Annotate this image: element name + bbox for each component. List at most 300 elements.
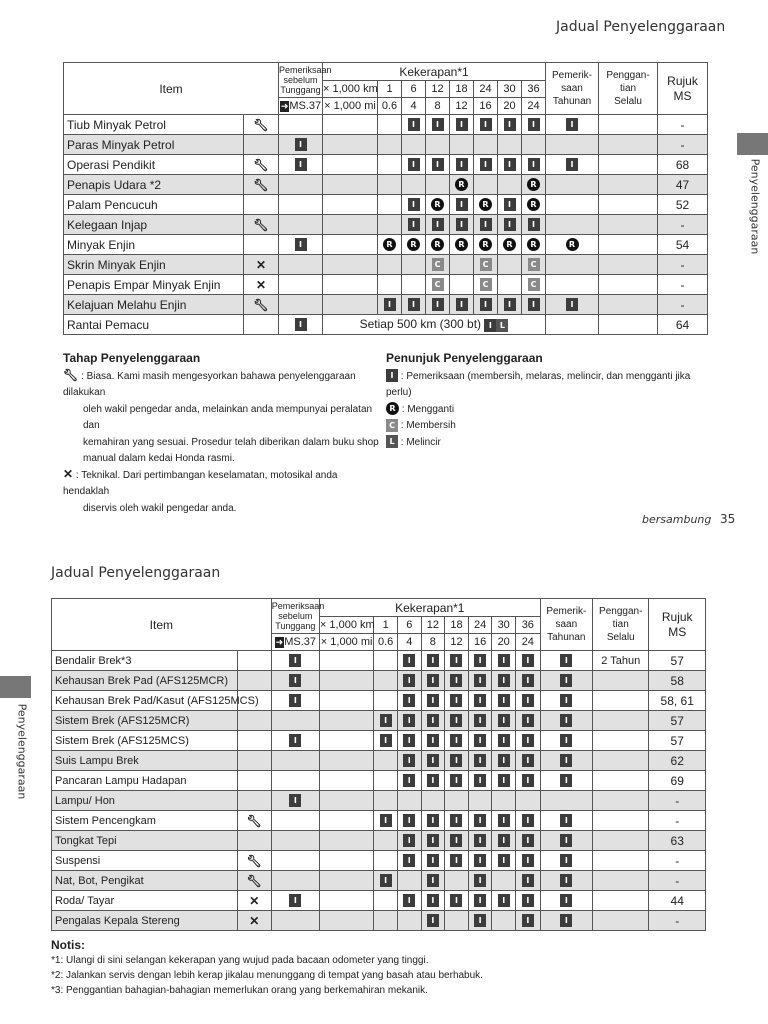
km-value: 1 — [374, 617, 398, 634]
col-pre-ride: Pemeriksaan sebelum Tunggang — [279, 63, 323, 98]
pre-ride-cell — [271, 751, 319, 771]
freq-cell — [421, 691, 445, 711]
inspect-icon: I — [427, 834, 439, 847]
table-row — [64, 155, 708, 175]
annual-cell — [546, 275, 599, 295]
freq-cell — [397, 671, 421, 691]
freq-cell — [374, 671, 398, 691]
ms-cell: - — [658, 295, 708, 315]
item-name: Palam Pencucuh — [64, 195, 244, 215]
ms-cell: 54 — [658, 235, 708, 255]
inspect-icon: I — [522, 894, 534, 907]
replace-cell — [599, 255, 658, 275]
inspect-icon: I — [528, 218, 540, 231]
notes-title: Notis: — [51, 938, 85, 952]
freq-cell — [522, 155, 546, 175]
freq-cell — [516, 731, 541, 751]
ms-cell: - — [658, 215, 708, 235]
freq-cell — [498, 235, 522, 255]
inspect-icon: I — [408, 298, 420, 311]
inspect-icon: I — [403, 834, 415, 847]
inspect-icon: I — [480, 118, 492, 131]
inspect-icon: I — [522, 694, 534, 707]
freq-cell — [397, 751, 421, 771]
inspect-icon: I — [295, 318, 307, 331]
tool-cell — [237, 831, 271, 851]
freq-cell — [516, 811, 541, 831]
ms-cell: - — [658, 135, 708, 155]
freq-cell — [378, 275, 402, 295]
annual-cell — [546, 195, 599, 215]
freq-cell — [516, 911, 541, 931]
replace-cell — [599, 215, 658, 235]
freq-cell — [378, 135, 402, 155]
inspect-icon: I — [474, 894, 486, 907]
replace-cell — [599, 195, 658, 215]
freq-cell — [378, 195, 402, 215]
inspect-icon: I — [403, 814, 415, 827]
item-name: Minyak Enjin — [64, 235, 244, 255]
freq-cell — [397, 691, 421, 711]
freq-cell — [522, 195, 546, 215]
crossed-tools-icon: ✕ — [255, 257, 267, 272]
wrench-icon: 🔧︎ — [246, 853, 262, 868]
maintenance-level-legend — [63, 350, 383, 517]
freq-cell — [468, 911, 492, 931]
inspect-icon: I — [403, 854, 415, 867]
ms-cell: 64 — [658, 315, 708, 335]
pre-ride-cell — [271, 891, 319, 911]
pre-ride-cell — [279, 115, 323, 135]
inspect-icon: I — [474, 674, 486, 687]
annual-cell — [540, 751, 592, 771]
replace-cell — [593, 671, 649, 691]
inspect-icon: I — [560, 834, 572, 847]
col-replace: Penggan- tian Selalu — [593, 599, 649, 651]
ms-ref: ➜MS.37 — [271, 634, 319, 651]
legend-text: : Teknikal. Dari pertimbangan keselamatan, motosikal anda hendaklah — [63, 469, 338, 497]
inspect-icon: I — [408, 218, 420, 231]
annual-cell — [546, 175, 599, 195]
item-name: Kehausan Brek Pad (AFS125MCR) — [52, 671, 238, 691]
clean-icon: C — [432, 278, 444, 291]
freq-cell — [522, 115, 546, 135]
freq-cell — [378, 255, 402, 275]
inspect-icon: I — [522, 814, 534, 827]
ms-cell: 58 — [649, 671, 706, 691]
table-row — [52, 711, 706, 731]
pre-ride-cell — [279, 175, 323, 195]
freq-cell — [374, 911, 398, 931]
replace-icon: R — [479, 198, 492, 211]
note-1: *1: Ulangi di sini selangan kekerapan yang wujud pada bacaan odometer yang tinggi. — [51, 955, 429, 966]
freq-cell — [402, 235, 426, 255]
table-row — [52, 691, 706, 711]
tool-cell — [237, 871, 271, 891]
continued-label: bersambung — [642, 513, 712, 526]
freq-cell — [421, 751, 445, 771]
mi-value: 20 — [492, 634, 516, 651]
freq-cell — [402, 115, 426, 135]
inspect-icon: I — [427, 894, 439, 907]
inspect-icon: I — [380, 734, 392, 747]
inspect-icon: I — [480, 158, 492, 171]
freq-cell — [468, 891, 492, 911]
tool-cell — [244, 195, 279, 215]
section-label: Penyelenggaraan — [15, 703, 29, 800]
legend-text: oleh wakil pengedar anda, melainkan anda mempunyai peralatan dan — [83, 403, 373, 431]
freq-cell — [426, 135, 450, 155]
mi-value: 16 — [474, 98, 498, 115]
inspect-icon: I — [522, 754, 534, 767]
replace-cell — [599, 275, 658, 295]
annual-cell — [540, 651, 592, 671]
ms-cell: 44 — [649, 891, 706, 911]
freq-cell — [426, 235, 450, 255]
inspect-icon: I — [522, 714, 534, 727]
tool-cell — [237, 771, 271, 791]
blank-cell — [319, 691, 373, 711]
tool-cell — [244, 155, 279, 175]
freq-cell — [516, 831, 541, 851]
freq-cell — [498, 115, 522, 135]
item-name: Kelegaan Injap — [64, 215, 244, 235]
note-2: *2: Jalankan servis dengan lebih kerap jikalau menunggang di tempat yang basah atau berhabuk. — [51, 970, 483, 981]
freq-cell — [492, 691, 516, 711]
pre-ride-cell — [271, 731, 319, 751]
inspect-icon: I — [498, 854, 510, 867]
table-row — [64, 315, 708, 335]
km-value: 24 — [468, 617, 492, 634]
km-value: 6 — [397, 617, 421, 634]
inspect-icon: I — [403, 774, 415, 787]
replace-cell — [593, 811, 649, 831]
inspect-icon: I — [427, 734, 439, 747]
freq-cell — [492, 851, 516, 871]
inspect-icon: I — [295, 238, 307, 251]
blank-cell — [319, 771, 373, 791]
note-3: *3: Penggantian bahagian-bahagian memerlukan orang yang berkemahiran mekanik. — [51, 985, 428, 996]
inspect-icon: I — [450, 834, 462, 847]
inspect-icon: I — [560, 714, 572, 727]
pre-ride-cell — [271, 851, 319, 871]
pre-ride-cell — [271, 811, 319, 831]
inspect-icon: I — [522, 774, 534, 787]
km-label: × 1,000 km — [323, 81, 378, 98]
replace-cell — [599, 295, 658, 315]
inspect-icon: I — [432, 298, 444, 311]
inspect-icon: I — [427, 914, 439, 927]
freq-cell — [397, 811, 421, 831]
item-name: Sistem Pencengkam — [52, 811, 238, 831]
freq-cell — [474, 135, 498, 155]
tool-cell — [244, 235, 279, 255]
freq-cell — [474, 295, 498, 315]
freq-cell — [468, 691, 492, 711]
blank-cell — [323, 115, 378, 135]
freq-cell — [374, 811, 398, 831]
freq-cell — [445, 651, 469, 671]
inspect-icon: I — [432, 118, 444, 131]
pre-ride-cell — [279, 255, 323, 275]
freq-cell — [421, 791, 445, 811]
freq-cell — [421, 771, 445, 791]
freq-cell — [397, 851, 421, 871]
freq-cell — [421, 671, 445, 691]
freq-cell — [516, 711, 541, 731]
pre-ride-cell — [271, 671, 319, 691]
freq-cell — [397, 731, 421, 751]
inspect-icon: I — [560, 814, 572, 827]
mi-value: 12 — [450, 98, 474, 115]
km-value: 36 — [516, 617, 541, 634]
ms-cell: 58, 61 — [649, 691, 706, 711]
table-row — [52, 731, 706, 751]
inspect-icon: I — [474, 854, 486, 867]
freq-cell — [468, 831, 492, 851]
annual-cell — [540, 911, 592, 931]
freq-cell — [374, 791, 398, 811]
freq-cell — [498, 195, 522, 215]
freq-cell — [374, 711, 398, 731]
col-item: Item — [52, 599, 272, 651]
legend-title: Penunjuk Penyelenggaraan — [386, 351, 543, 365]
legend-text: : Mengganti — [401, 403, 455, 415]
notes — [51, 938, 751, 998]
freq-cell — [402, 255, 426, 275]
mi-value: 0.6 — [374, 634, 398, 651]
inspect-icon: I — [498, 694, 510, 707]
freq-cell — [492, 711, 516, 731]
inspect-icon: I — [498, 814, 510, 827]
inspect-icon: I — [456, 298, 468, 311]
annual-cell — [540, 791, 592, 811]
inspect-icon: I — [427, 654, 439, 667]
inspect-icon: I — [427, 814, 439, 827]
replace-icon: R — [479, 238, 492, 251]
mi-value: 12 — [445, 634, 469, 651]
freq-cell — [426, 115, 450, 135]
replace-icon: R — [527, 178, 540, 191]
annual-cell — [540, 671, 592, 691]
freq-cell — [402, 155, 426, 175]
km-value: 24 — [474, 81, 498, 98]
inspect-icon: I — [522, 914, 534, 927]
inspect-icon: I — [474, 774, 486, 787]
inspect-icon: I — [528, 298, 540, 311]
freq-cell — [492, 891, 516, 911]
inspect-icon: I — [384, 298, 396, 311]
tool-cell — [244, 255, 279, 275]
pre-ride-cell — [279, 235, 323, 255]
ms-cell: 63 — [649, 831, 706, 851]
blank-cell — [319, 791, 373, 811]
section-label: Penyelenggaraan — [748, 158, 762, 255]
freq-cell — [492, 911, 516, 931]
ms-cell: 69 — [649, 771, 706, 791]
freq-cell — [468, 811, 492, 831]
freq-cell — [516, 751, 541, 771]
freq-cell — [516, 691, 541, 711]
item-name: Sistem Brek (AFS125MCS) — [52, 731, 238, 751]
pre-ride-cell — [279, 155, 323, 175]
freq-cell — [402, 135, 426, 155]
replace-cell — [593, 891, 649, 911]
inspect-icon: I — [474, 754, 486, 767]
freq-cell — [516, 891, 541, 911]
freq-cell — [522, 175, 546, 195]
freq-cell — [445, 671, 469, 691]
legend-text: kemahiran yang sesuai. Prosedur telah diberikan dalam buku shop — [83, 436, 379, 448]
item-name: Tiub Minyak Petrol — [64, 115, 244, 135]
replace-cell — [599, 155, 658, 175]
lubricate-icon: L — [386, 435, 398, 448]
freq-cell — [426, 255, 450, 275]
mi-value: 8 — [421, 634, 445, 651]
col-frequency: Kekerapan*1 — [319, 599, 540, 617]
freq-cell — [474, 155, 498, 175]
freq-cell — [492, 871, 516, 891]
freq-cell — [402, 295, 426, 315]
blank-cell — [323, 275, 378, 295]
inspect-icon: I — [289, 694, 301, 707]
item-name: Sistem Brek (AFS125MCR) — [52, 711, 238, 731]
km-value: 1 — [378, 81, 402, 98]
freq-cell — [374, 851, 398, 871]
pre-ride-cell — [279, 315, 323, 335]
ms-cell: - — [649, 911, 706, 931]
freq-cell — [397, 891, 421, 911]
replace-cell — [593, 791, 649, 811]
inspect-icon: I — [498, 894, 510, 907]
inspect-icon: I — [498, 734, 510, 747]
freq-cell — [492, 671, 516, 691]
tool-cell — [237, 711, 271, 731]
freq-cell — [421, 811, 445, 831]
table-row — [52, 671, 706, 691]
inspect-icon: I — [522, 734, 534, 747]
inspect-icon: I — [427, 674, 439, 687]
pre-ride-cell — [279, 275, 323, 295]
annual-cell — [540, 711, 592, 731]
col-ms: Rujuk MS — [658, 63, 708, 115]
inspect-icon: I — [566, 158, 578, 171]
pre-ride-cell — [271, 651, 319, 671]
item-name: Penapis Udara *2 — [64, 175, 244, 195]
ms-cell: 57 — [649, 731, 706, 751]
inspect-icon: I — [522, 834, 534, 847]
replace-icon: R — [386, 402, 399, 415]
mi-value: 4 — [397, 634, 421, 651]
inspect-icon: I — [560, 734, 572, 747]
table-row — [52, 771, 706, 791]
inspect-icon: I — [450, 814, 462, 827]
freq-cell — [450, 115, 474, 135]
replace-cell — [599, 175, 658, 195]
blank-cell — [323, 135, 378, 155]
freq-cell — [516, 771, 541, 791]
km-value: 18 — [450, 81, 474, 98]
km-value: 18 — [445, 617, 469, 634]
replace-icon: R — [503, 238, 516, 251]
annual-cell — [540, 831, 592, 851]
inspect-icon: I — [566, 298, 578, 311]
legend-text: diservis oleh wakil pengedar anda. — [83, 502, 237, 514]
inspect-icon: I — [456, 158, 468, 171]
km-value: 12 — [421, 617, 445, 634]
freq-cell — [498, 155, 522, 175]
legend-title: Tahap Penyelenggaraan — [63, 351, 201, 365]
inspect-icon: I — [560, 854, 572, 867]
table-row — [64, 115, 708, 135]
pre-ride-cell — [279, 215, 323, 235]
col-replace: Penggan- tian Selalu — [599, 63, 658, 115]
freq-cell — [468, 791, 492, 811]
freq-cell — [374, 651, 398, 671]
item-name: Lampu/ Hon — [52, 791, 238, 811]
table-row — [52, 791, 706, 811]
tool-cell — [237, 811, 271, 831]
inspect-icon: I — [450, 674, 462, 687]
freq-cell — [426, 155, 450, 175]
replace-icon: R — [431, 198, 444, 211]
inspect-icon: I — [289, 674, 301, 687]
replace-cell — [599, 235, 658, 255]
freq-cell — [450, 215, 474, 235]
item-name: Pengalas Kepala Stereng — [52, 911, 238, 931]
ms-cell: 62 — [649, 751, 706, 771]
ms-cell: - — [649, 811, 706, 831]
blank-cell — [323, 255, 378, 275]
table-row — [52, 811, 706, 831]
tool-cell — [244, 215, 279, 235]
inspect-icon: I — [408, 158, 420, 171]
freq-cell — [516, 791, 541, 811]
crossed-tools-icon: ✕ — [249, 893, 260, 908]
inspect-icon: I — [289, 734, 301, 747]
inspect-icon: I — [450, 754, 462, 767]
inspect-icon: I — [380, 874, 392, 887]
freq-cell — [450, 195, 474, 215]
replace-cell — [599, 115, 658, 135]
freq-cell — [474, 235, 498, 255]
freq-cell — [450, 295, 474, 315]
inspect-icon: I — [380, 814, 392, 827]
km-value: 12 — [426, 81, 450, 98]
freq-cell — [402, 275, 426, 295]
legend-text: : Membersih — [400, 420, 456, 431]
clean-icon: C — [528, 278, 540, 291]
inspect-icon: I — [386, 369, 398, 382]
section-tab — [737, 133, 768, 155]
freq-cell — [498, 275, 522, 295]
annual-cell — [540, 871, 592, 891]
inspect-icon: I — [432, 158, 444, 171]
freq-cell — [397, 831, 421, 851]
freq-cell — [421, 711, 445, 731]
inspect-icon: I — [403, 714, 415, 727]
wrench-icon: 🔧︎ — [253, 177, 269, 192]
freq-cell — [492, 751, 516, 771]
ms-cell: 68 — [658, 155, 708, 175]
inspect-icon: I — [450, 734, 462, 747]
freq-cell — [498, 255, 522, 275]
inspect-icon: I — [498, 714, 510, 727]
freq-cell — [450, 235, 474, 255]
freq-cell — [378, 295, 402, 315]
freq-cell — [450, 155, 474, 175]
pre-ride-cell — [271, 871, 319, 891]
